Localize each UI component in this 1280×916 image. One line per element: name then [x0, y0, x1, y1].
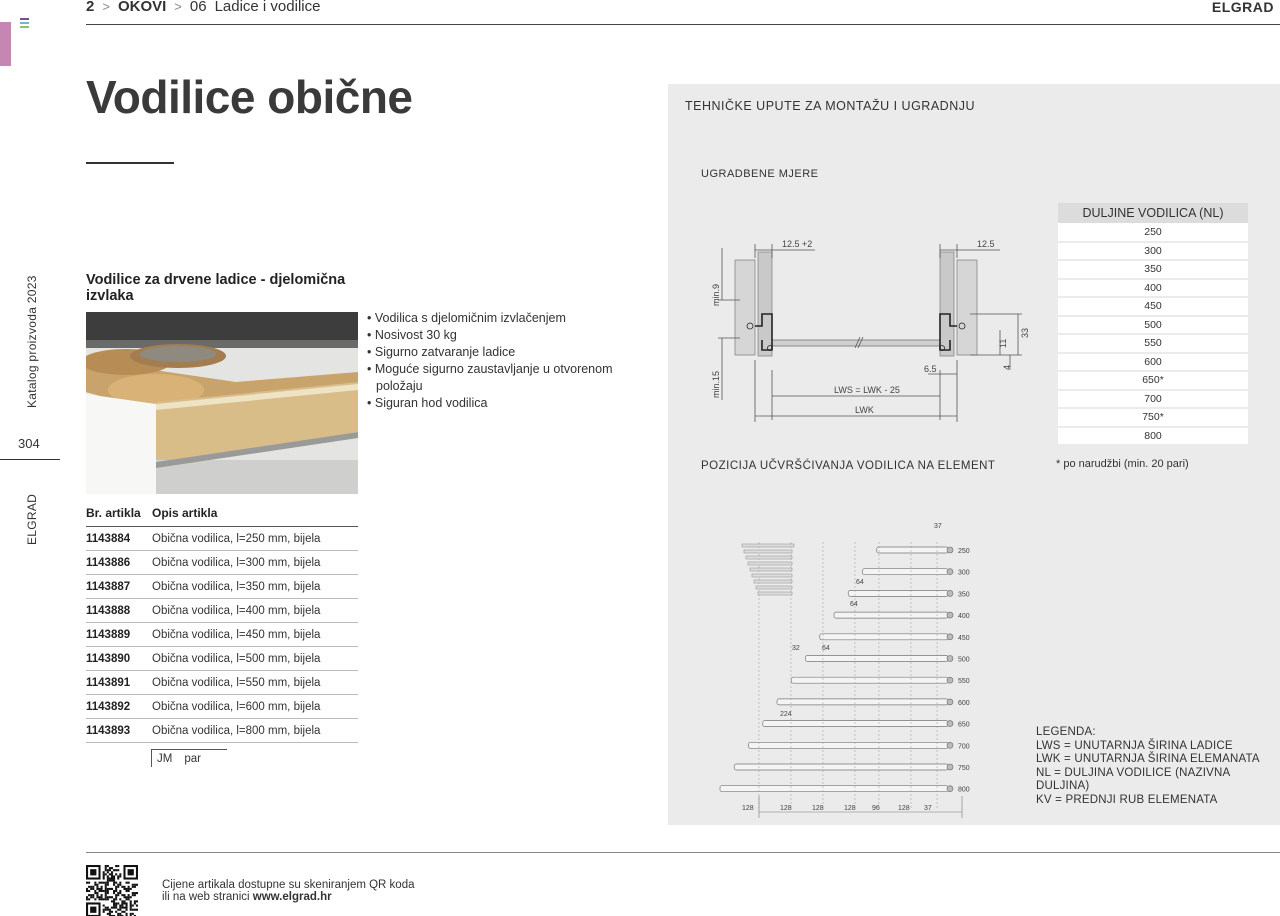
- bottom-dimension: 128: [812, 805, 824, 812]
- footer-line1: Cijene artikala dostupne su skeniranjem QR koda: [162, 879, 415, 891]
- slide-length: 600: [1058, 353, 1248, 372]
- table-row: [1058, 408, 1248, 427]
- sidebar-catalog-label: Katalog proizvoda 2023: [25, 275, 39, 408]
- mounting-position-title: POZICIJA UČVRŠĆIVANJA VODILICA NA ELEMENT: [701, 460, 996, 472]
- rail-end-700: [947, 742, 953, 748]
- position-dimension: 64: [850, 601, 858, 608]
- footer-divider: [86, 852, 1280, 853]
- mounting-position-diagram: [712, 520, 992, 820]
- rail-length-label: 350: [958, 591, 970, 599]
- article-code: 1143886: [86, 551, 152, 575]
- rail-600: [777, 699, 948, 705]
- footer-line2: ili na web stranici: [162, 891, 253, 903]
- table-row: [1058, 427, 1248, 446]
- table-row: [1058, 260, 1248, 279]
- page-number: 304: [18, 436, 40, 451]
- table-row: [1058, 242, 1248, 261]
- slide-length: 450: [1058, 297, 1248, 316]
- rail-700: [749, 742, 949, 748]
- rail-300: [863, 569, 949, 575]
- dim-min-top: min.9: [711, 283, 721, 306]
- installation-dimensions-title: UGRADBENE MJERE: [701, 168, 819, 180]
- article-code: 1143889: [86, 623, 152, 647]
- feature-item: • Siguran hod vodilica: [366, 395, 616, 412]
- sidebar-brand: ELGRAD: [25, 493, 39, 545]
- slide-length: 300: [1058, 242, 1248, 261]
- unit-of-measure: [151, 749, 227, 767]
- legend-item: LWK = UNUTARNJA ŠIRINA ELEMANATA: [1036, 753, 1260, 765]
- rail-length-label: 250: [958, 548, 970, 555]
- slide-length: 350: [1058, 260, 1248, 279]
- legend-title: LEGENDA:: [1036, 726, 1096, 738]
- rail-length-label: 700: [958, 743, 970, 751]
- rail-250: [877, 547, 948, 553]
- table-row: [1058, 371, 1248, 390]
- dim-gap-right: 12.5: [977, 239, 995, 249]
- article-description: Obična vodilica, l=500 mm, bijela: [152, 647, 358, 671]
- header-divider: [86, 24, 1280, 25]
- rail-800: [720, 786, 948, 792]
- rail-length-label: 750: [958, 765, 970, 772]
- bottom-dimension: 128: [742, 805, 754, 812]
- rail-end-650: [947, 721, 953, 727]
- col-article-number: Br. artikla: [86, 504, 152, 527]
- rail-end-800: [947, 786, 953, 792]
- dim-gap-left: 12.5 +2: [782, 239, 813, 249]
- rail-350: [848, 590, 948, 596]
- article-code: 1143887: [86, 575, 152, 599]
- table-row: [1058, 279, 1248, 298]
- rail-end-500: [947, 656, 953, 662]
- slide-length: 750*: [1058, 408, 1248, 427]
- chevron-right-icon: >: [102, 0, 110, 14]
- qr-code-icon[interactable]: [86, 865, 138, 916]
- dim-lws: LWS = LWK - 25: [834, 385, 900, 395]
- table-row[interactable]: [86, 527, 358, 551]
- legend-item: NL = DULJINA VODILICE (NAZIVNA DULJINA): [1036, 766, 1230, 792]
- rail-end-400: [947, 612, 953, 618]
- website-link[interactable]: www.elgrad.hr: [252, 891, 332, 903]
- unit-label: JM: [157, 753, 173, 765]
- page-title: Vodilice obične: [86, 71, 413, 123]
- article-code: 1143890: [86, 647, 152, 671]
- dim-min-bottom: min.15: [711, 370, 721, 398]
- bottom-dimension: 96: [872, 805, 880, 812]
- rail-end-750: [947, 764, 953, 770]
- rail-length-label: 600: [958, 699, 970, 707]
- position-dimension: 37: [934, 523, 942, 530]
- feature-item: • Sigurno zatvaranje ladice: [366, 344, 616, 361]
- table-row[interactable]: [86, 599, 358, 623]
- slide-lengths-header: DULJINE VODILICA (NL): [1058, 203, 1248, 223]
- slide-length: 500: [1058, 316, 1248, 335]
- rail-end-550: [947, 677, 953, 683]
- position-dimension: 32: [792, 645, 800, 652]
- rail-length-label: 650: [958, 721, 970, 729]
- table-row: [1058, 297, 1248, 316]
- table-row: [1058, 223, 1248, 242]
- article-code: 1143893: [86, 719, 152, 743]
- position-dimension: 224: [780, 711, 792, 718]
- slide-length: 800: [1058, 427, 1248, 446]
- rail-end-350: [947, 590, 953, 596]
- bottom-dimension: 128: [844, 805, 856, 812]
- position-dimension: 64: [856, 579, 864, 586]
- rail-length-label: 400: [958, 613, 970, 621]
- table-row[interactable]: [86, 551, 358, 575]
- rail-end-450: [947, 634, 953, 640]
- slide-length: 700: [1058, 390, 1248, 409]
- installation-dimensions-diagram: [700, 230, 1040, 425]
- col-article-description: Opis artikla: [152, 504, 358, 527]
- rail-end-300: [947, 569, 953, 575]
- article-description: Obična vodilica, l=300 mm, bijela: [152, 551, 358, 575]
- unit-value: par: [184, 753, 201, 765]
- title-underline: [86, 162, 174, 164]
- bottom-dimension: 37: [924, 805, 932, 812]
- feature-item: • Vodilica s djelomičnim izvlačenjem: [366, 310, 616, 327]
- dim-4: 4: [1002, 364, 1012, 370]
- rail-650: [763, 721, 948, 727]
- rail-length-label: 550: [958, 678, 970, 686]
- dim-11: 11: [998, 338, 1008, 348]
- rail-end-250: [947, 547, 953, 553]
- rail-750: [734, 764, 948, 770]
- article-code: 1143891: [86, 671, 152, 695]
- table-row[interactable]: [86, 671, 358, 695]
- bottom-dimension: 128: [780, 805, 792, 812]
- slide-lengths-table: [1058, 203, 1248, 446]
- chevron-right-icon: >: [174, 0, 182, 14]
- table-row: [1058, 390, 1248, 409]
- feature-item: • Nosivost 30 kg: [366, 327, 616, 344]
- rail-550: [791, 677, 948, 683]
- table-row: [1058, 334, 1248, 353]
- table-row[interactable]: [86, 695, 358, 719]
- bottom-dimension: 128: [898, 805, 910, 812]
- article-description: Obična vodilica, l=400 mm, bijela: [152, 599, 358, 623]
- article-description: Obična vodilica, l=250 mm, bijela: [152, 527, 358, 551]
- dim-33: 33: [1020, 327, 1030, 338]
- feature-list: [366, 310, 616, 412]
- legend-item: LWS = UNUTARNJA ŠIRINA LADICE: [1036, 739, 1233, 752]
- rail-length-label: 300: [958, 569, 970, 577]
- article-code: 1143888: [86, 599, 152, 623]
- legend: [1036, 726, 1280, 807]
- order-note: * po narudžbi (min. 20 pari): [1056, 458, 1189, 470]
- slide-length: 550: [1058, 334, 1248, 353]
- rail-500: [806, 656, 949, 662]
- menu-icon[interactable]: [20, 18, 29, 30]
- dim-lwk: LWK: [855, 405, 874, 415]
- article-description: Obična vodilica, l=800 mm, bijela: [152, 719, 358, 743]
- position-dimension: 64: [822, 645, 830, 652]
- rail-450: [820, 634, 948, 640]
- slide-length: 250: [1058, 223, 1248, 242]
- rail-length-label: 500: [958, 656, 970, 664]
- table-row[interactable]: [86, 719, 358, 743]
- table-row: [1058, 316, 1248, 335]
- table-row[interactable]: [86, 575, 358, 599]
- breadcrumb-section-number[interactable]: 06: [189, 0, 207, 15]
- rail-end-600: [947, 699, 953, 705]
- article-description: Obična vodilica, l=350 mm, bijela: [152, 575, 358, 599]
- drawer-photo: [86, 312, 358, 494]
- table-row[interactable]: [86, 647, 358, 671]
- legend-item: KV = PREDNJI RUB ELEMENATA: [1036, 793, 1218, 806]
- slide-length: 400: [1058, 279, 1248, 298]
- feature-item: • Moguće sigurno zaustavljanje u otvorenom položaju: [366, 361, 616, 395]
- side-accent-bar: [0, 22, 11, 66]
- article-description: Obična vodilica, l=450 mm, bijela: [152, 623, 358, 647]
- rail-length-label: 450: [958, 634, 970, 642]
- article-description: Obična vodilica, l=550 mm, bijela: [152, 671, 358, 695]
- brand-logo: ELGRAD: [1211, 0, 1274, 15]
- table-row: [1058, 353, 1248, 372]
- table-row[interactable]: [86, 623, 358, 647]
- product-subtitle: Vodilice za drvene ladice - djelomična izvlaka: [86, 272, 346, 304]
- article-code: 1143892: [86, 695, 152, 719]
- sidebar-divider: [0, 459, 60, 460]
- technical-title: TEHNIČKE UPUTE ZA MONTAŽU I UGRADNJU: [685, 99, 976, 113]
- breadcrumb: [86, 0, 320, 15]
- rail-length-label: 800: [958, 786, 970, 794]
- footer-text: [162, 879, 415, 903]
- rail-400: [834, 612, 948, 618]
- article-code: 1143884: [86, 527, 152, 551]
- breadcrumb-section[interactable]: Ladice i vodilice: [214, 0, 321, 15]
- article-description: Obična vodilica, l=600 mm, bijela: [152, 695, 358, 719]
- breadcrumb-chapter[interactable]: OKOVI: [117, 0, 167, 15]
- dim-6-5: 6.5: [924, 364, 937, 374]
- slide-length: 650*: [1058, 371, 1248, 390]
- breadcrumb-chapter-number[interactable]: 2: [86, 0, 95, 15]
- article-table: [86, 504, 358, 743]
